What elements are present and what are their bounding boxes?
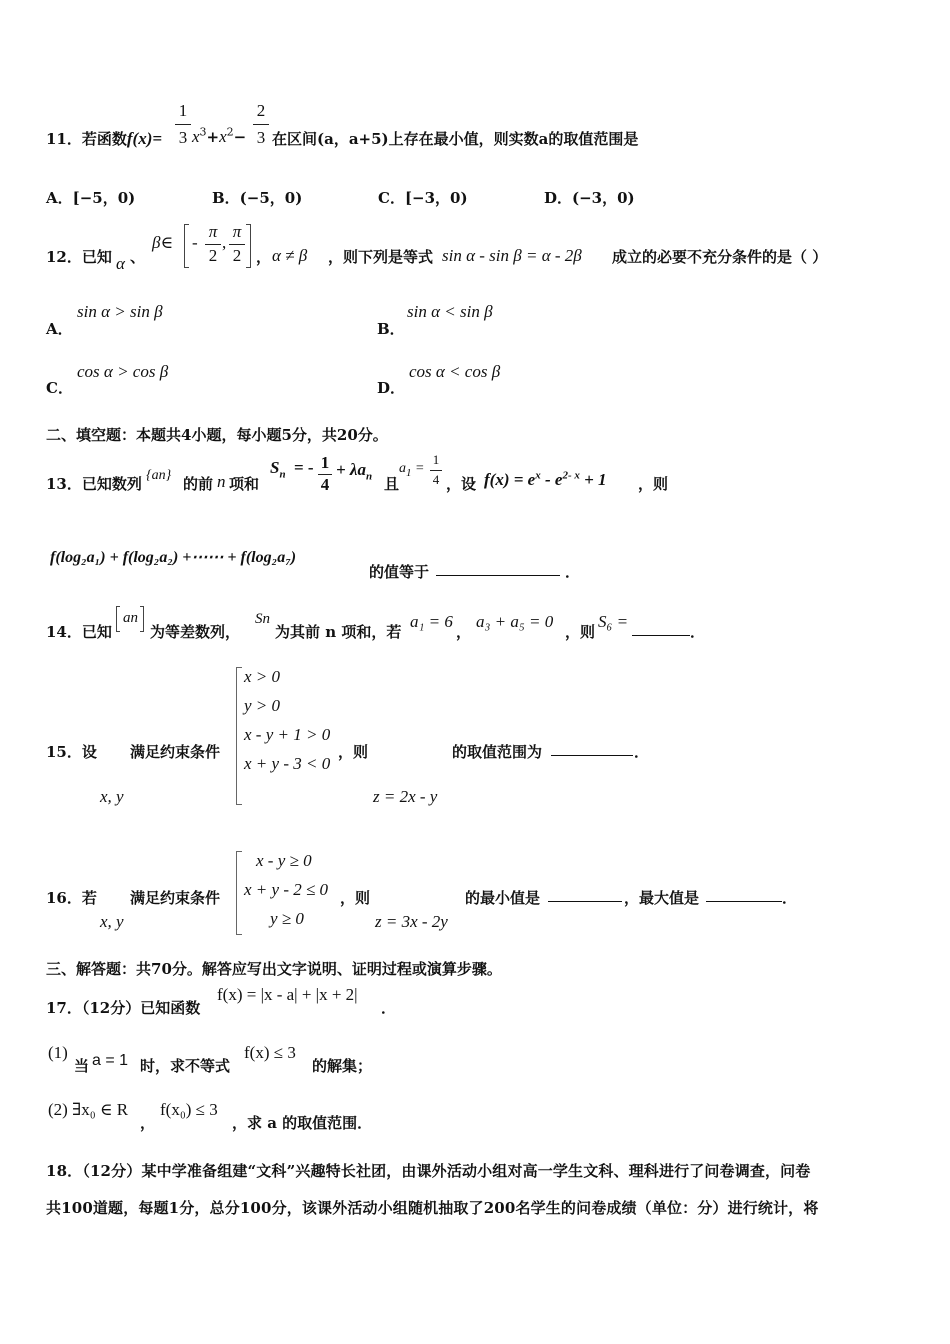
q13-text5: ，则 bbox=[638, 475, 669, 493]
q16-text4: ，最大值是 bbox=[624, 889, 700, 907]
q15-text1: 满足约束条件 bbox=[130, 743, 221, 761]
q17-part1-ineq: f(x) ≤ 3 bbox=[244, 1043, 296, 1062]
q12-pi-1: π bbox=[208, 222, 218, 241]
q14-seq-left-bar bbox=[116, 606, 120, 632]
q16-objective: z = 3x - 2y bbox=[375, 912, 448, 931]
q14-cond1: a₁ = 6 bbox=[410, 612, 453, 631]
q13-one: 1 bbox=[320, 453, 330, 472]
q12-option-a-expr: sin α > sin β bbox=[77, 302, 163, 321]
q14-answer-blank[interactable] bbox=[632, 621, 690, 636]
q13-Sn: $S_n$ bbox=[270, 458, 286, 481]
q12-equation: sin α - sin β = α - 2β bbox=[442, 246, 582, 265]
q14-S6: S₆ = bbox=[598, 612, 629, 631]
q12-number: 12．已知 bbox=[46, 248, 112, 266]
q14-text2: 为其前 n 项和，若 bbox=[275, 623, 402, 641]
q14-cond2: a₃ + a₅ = 0 bbox=[476, 612, 554, 631]
q15-cond-3: x - y + 1 > 0 bbox=[244, 725, 331, 744]
q11-line bbox=[46, 128, 162, 149]
q16-cond-1: x - y ≥ 0 bbox=[256, 851, 312, 870]
q17-part2-end: ，求 a 的取值范围． bbox=[232, 1114, 373, 1132]
q12-option-b-expr: sin α < sin β bbox=[407, 302, 493, 321]
q12-text2: 成立的必要不充分条件的是（ ） bbox=[612, 248, 828, 266]
q13-sum-expression: f(log₂a₁) + f(log₂a₂) +⋯⋯ + f(log₂a₇) bbox=[50, 549, 297, 566]
q17-function: f(x) = |x - a| + |x + 2| bbox=[217, 985, 358, 1004]
q17-part2-comma: ， bbox=[140, 1114, 156, 1132]
q15-text2: ，则 bbox=[338, 743, 369, 761]
q12-bar-2 bbox=[229, 244, 245, 245]
q16-text3: 的最小值是 bbox=[465, 889, 541, 907]
q12-option-b-label[interactable]: B． bbox=[377, 320, 405, 338]
q12-beta-in: β∈ bbox=[152, 233, 174, 252]
q18-line-1: 18．（12分）某中学准备组建“文科”兴趣特长社团，由课外活动小组对高一学生文科、理科进行了问卷调查，问卷 bbox=[46, 1162, 811, 1180]
q11-option-d[interactable]: D．(−3，0) bbox=[544, 189, 635, 207]
q13-eq-minus: = - bbox=[294, 458, 314, 477]
q17-part2-exists: ∃x₀ ∈ R bbox=[72, 1100, 129, 1119]
q12-sep: 、 bbox=[130, 248, 146, 266]
q12-text1: ，则下列是等式 bbox=[328, 248, 434, 266]
q14-sequence: an bbox=[123, 610, 138, 626]
q13-sequence: {an} bbox=[146, 468, 172, 483]
q11-frac2-den: 3 bbox=[256, 128, 266, 147]
q11-function: f(x)= bbox=[126, 129, 163, 148]
q13-four: 4 bbox=[320, 475, 330, 494]
q12-option-c-label[interactable]: C． bbox=[46, 379, 73, 397]
q13-text1: 的前 bbox=[183, 475, 214, 493]
q15-text3: 的取值范围为 bbox=[452, 743, 543, 761]
q15-cond-2: y > 0 bbox=[244, 696, 281, 715]
q17-part1-end: 的解集； bbox=[312, 1057, 373, 1075]
q12-bar-1 bbox=[205, 244, 221, 245]
q14-text4: ，则 bbox=[565, 623, 596, 641]
q14-text1: 为等差数列， bbox=[150, 623, 241, 641]
q15-number: 15．设 bbox=[46, 743, 97, 761]
q13-number: 13．已知数列 bbox=[46, 475, 142, 493]
q13-end: ． bbox=[565, 563, 581, 581]
q12-left-paren bbox=[184, 224, 189, 268]
q12-pi-2: π bbox=[232, 222, 242, 241]
q11-option-b[interactable]: B．(−5，0) bbox=[212, 189, 303, 207]
q17-part1-cond: a = 1 bbox=[92, 1052, 129, 1069]
q12-comma: , bbox=[222, 233, 227, 252]
q13-a1-num: 1 bbox=[432, 452, 440, 467]
q16-number: 16．若 bbox=[46, 889, 97, 907]
q12-option-a-label[interactable]: A． bbox=[46, 320, 73, 338]
q11-frac2-num: 2 bbox=[256, 101, 266, 120]
section-solution-heading: 三、解答题：共70分。解答应写出文字说明、证明过程或演算步骤。 bbox=[46, 960, 502, 978]
q16-max-blank[interactable] bbox=[706, 887, 782, 902]
q18-line-2: 共100道题，每题1分，总分100分，该课外活动小组随机抽取了200名学生的问卷成绩（单位：分）进行统计，将 bbox=[46, 1199, 819, 1217]
q13-a1-bar bbox=[430, 470, 442, 471]
q12-alpha: α bbox=[116, 254, 125, 273]
q16-min-blank[interactable] bbox=[548, 887, 622, 902]
q15-answer-blank[interactable] bbox=[551, 741, 633, 756]
q15-brace bbox=[236, 667, 242, 805]
q11-text: 在区间(a，a+5)上存在最小值，则实数a的取值范围是 bbox=[272, 130, 639, 148]
q15-objective: z = 2x - y bbox=[373, 787, 438, 806]
q13-answer-blank[interactable] bbox=[436, 561, 560, 576]
q15-cond-4: x + y - 3 < 0 bbox=[244, 754, 331, 773]
q16-cond-3: y ≥ 0 bbox=[270, 909, 304, 928]
q14-seq-right-bar bbox=[140, 606, 144, 632]
q14-Sn: Sn bbox=[255, 611, 270, 627]
q16-text1: 满足约束条件 bbox=[130, 889, 221, 907]
q13-text3: 且 bbox=[384, 475, 400, 493]
q12-lo-sign: - bbox=[192, 233, 198, 252]
q13-text4: ，设 bbox=[446, 475, 477, 493]
q11-frac1-bar bbox=[175, 124, 191, 125]
q11-poly: $x^3+x^2-$ bbox=[192, 125, 247, 146]
q11-option-c[interactable]: C．[−3，0) bbox=[378, 189, 468, 207]
q12-neq: α ≠ β bbox=[272, 246, 308, 265]
q17-part1-text: 时，求不等式 bbox=[140, 1057, 231, 1075]
q13-a1: $a_1$ = bbox=[399, 461, 425, 479]
q11-number: 11．若函数 bbox=[46, 130, 127, 148]
q16-brace bbox=[236, 851, 242, 935]
q14-end: ． bbox=[690, 623, 706, 641]
q13-text6: 的值等于 bbox=[369, 563, 430, 581]
q17-number: 17．（12分）已知函数 bbox=[46, 999, 201, 1017]
q13-fdef: $f(x) = e^x - e^{2- x} + 1$ bbox=[484, 469, 607, 489]
q13-n: n bbox=[217, 472, 226, 491]
q16-vars: x, y bbox=[100, 912, 124, 931]
q13-text2: 项和 bbox=[229, 475, 260, 493]
q12-two-2: 2 bbox=[232, 246, 242, 265]
q11-frac1-num: 1 bbox=[178, 101, 188, 120]
section-fill-in-heading: 二、填空题：本题共4小题，每小题5分，共20分。 bbox=[46, 426, 388, 444]
q12-mid: ， bbox=[256, 248, 272, 266]
q11-frac1-den: 3 bbox=[178, 128, 188, 147]
q13-lambda-an: + $\lambda a_n$ bbox=[336, 460, 373, 483]
q16-cond-2: x + y - 2 ≤ 0 bbox=[244, 880, 329, 899]
q12-option-c-expr: cos α > cos β bbox=[77, 362, 169, 381]
q17-end: ． bbox=[381, 999, 397, 1017]
q15-cond-1: x > 0 bbox=[244, 667, 281, 686]
q14-text3: ， bbox=[456, 623, 472, 641]
q15-end: ． bbox=[634, 743, 650, 761]
q16-end: ． bbox=[782, 889, 798, 907]
q12-option-d-label[interactable]: D． bbox=[377, 379, 406, 397]
q16-text2: ，则 bbox=[340, 889, 371, 907]
q17-part1-label: (1) bbox=[48, 1043, 68, 1062]
q11-frac2-bar bbox=[253, 124, 269, 125]
q13-a1-den: 4 bbox=[432, 472, 440, 487]
q17-part2-label: (2) bbox=[48, 1100, 68, 1119]
q12-two-1: 2 bbox=[208, 246, 218, 265]
q11-option-a[interactable]: A．[−5，0) bbox=[46, 189, 136, 207]
q12-right-paren bbox=[246, 224, 251, 268]
q15-vars: x, y bbox=[100, 787, 124, 806]
q17-part1-when: 当 bbox=[74, 1057, 90, 1075]
q12-option-d-expr: cos α < cos β bbox=[409, 362, 501, 381]
q14-number: 14．已知 bbox=[46, 623, 112, 641]
q17-part2-ineq: f(x₀) ≤ 3 bbox=[160, 1100, 218, 1119]
